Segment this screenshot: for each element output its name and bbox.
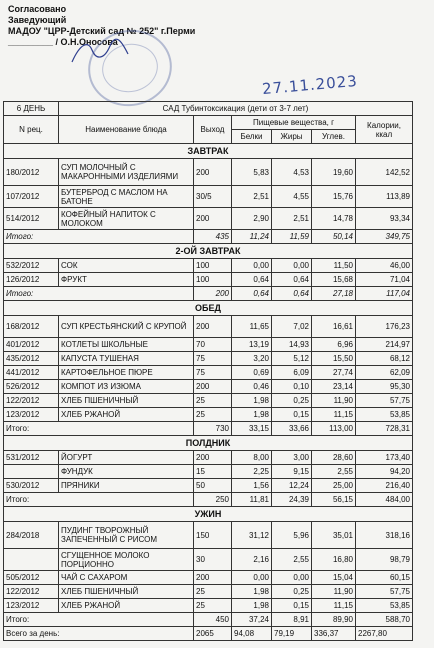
dish-output: 50 [194,479,232,493]
table-row [4,366,413,380]
handwritten-signature [70,36,130,66]
protein-value: 2,16 [232,549,272,571]
menu-title: САД Тубинтоксикация (дети от 3-7 лет) [59,102,413,116]
total-label: Итого: [4,422,194,436]
dish-output: 30/5 [194,186,232,208]
approval-line-signature: _________ / О.Н.Оносова [8,37,118,47]
carbs-value: 11,15 [312,408,356,422]
dish-name: ХЛЕБ РЖАНОЙ [59,408,194,422]
fat-value: 2,55 [272,549,312,571]
meal-section-header [4,144,413,159]
recipe-number: 532/2012 [4,259,59,273]
total-output: 435 [194,230,232,244]
total-fat: 33,66 [272,422,312,436]
table-row [4,585,413,599]
calories-value: 113,89 [356,186,413,208]
handwritten-date: 27.11.2023 [261,71,359,99]
dish-name: БУТЕРБРОД С МАСЛОМ НА БАТОНЕ [59,186,194,208]
carbs-value: 15,04 [312,571,356,585]
total-label: Итого: [4,493,194,507]
total-fat: 11,59 [272,230,312,244]
carbs-value: 27,74 [312,366,356,380]
carbs-value: 15,50 [312,352,356,366]
dish-output: 30 [194,549,232,571]
fat-value: 0,25 [272,394,312,408]
fat-value: 4,53 [272,159,312,186]
dish-output: 75 [194,366,232,380]
fat-value: 7,02 [272,316,312,338]
calories-value: 53,85 [356,408,413,422]
dish-name: ХЛЕБ РЖАНОЙ [59,599,194,613]
col-output: Выход [194,116,232,144]
fat-value: 0,64 [272,273,312,287]
dish-output: 25 [194,394,232,408]
section-total-row [4,422,413,436]
recipe-number: 126/2012 [4,273,59,287]
col-dish: Наименование блюда [59,116,194,144]
dish-name: КАРТОФЕЛЬНОЕ ПЮРЕ [59,366,194,380]
protein-value: 0,69 [232,366,272,380]
dish-output: 200 [194,316,232,338]
protein-value: 0,00 [232,259,272,273]
fat-value: 3,00 [272,451,312,465]
recipe-number: 531/2012 [4,451,59,465]
dish-output: 25 [194,599,232,613]
calories-value: 173,40 [356,451,413,465]
protein-value: 11,65 [232,316,272,338]
protein-value: 0,46 [232,380,272,394]
dish-name: ЙОГУРТ [59,451,194,465]
calories-value: 57,75 [356,394,413,408]
dish-name: ХЛЕБ ПШЕНИЧНЫЙ [59,394,194,408]
col-protein: Белки [232,130,272,144]
dish-output: 200 [194,159,232,186]
dish-name: КАПУСТА ТУШЕНАЯ [59,352,194,366]
calories-value: 57,75 [356,585,413,599]
fat-value: 6,09 [272,366,312,380]
meal-section-title: ОБЕД [4,301,413,316]
table-row [4,599,413,613]
recipe-number: 180/2012 [4,159,59,186]
total-protein: 11,24 [232,230,272,244]
fat-value: 4,55 [272,186,312,208]
carbs-value: 14,78 [312,208,356,230]
calories-value: 98,79 [356,549,413,571]
total-label: Итого: [4,230,194,244]
recipe-number: 435/2012 [4,352,59,366]
table-row [4,479,413,493]
recipe-number: 122/2012 [4,394,59,408]
calories-value: 214,97 [356,338,413,352]
carbs-value: 16,80 [312,549,356,571]
table-row [4,316,413,338]
dish-output: 200 [194,571,232,585]
carbs-value: 25,00 [312,479,356,493]
grand-total-carbs: 336,37 [312,627,356,641]
total-carbs: 27,18 [312,287,356,301]
grand-total-protein: 94,08 [232,627,272,641]
meal-section-header [4,436,413,451]
approval-line-head: Заведующий [8,15,67,25]
recipe-number: 505/2012 [4,571,59,585]
dish-output: 200 [194,208,232,230]
table-row [4,338,413,352]
total-output: 200 [194,287,232,301]
carbs-value: 28,60 [312,451,356,465]
approval-line-org: МАДОУ "ЦРР-Детский сад № 252" г.Перми [8,26,196,36]
recipe-number: 168/2012 [4,316,59,338]
protein-value: 0,00 [232,571,272,585]
recipe-number: 441/2012 [4,366,59,380]
table-row [4,408,413,422]
total-fat: 24,39 [272,493,312,507]
grand-total-calories: 2267,80 [356,627,413,641]
dish-name: КОМПОТ ИЗ ИЗЮМА [59,380,194,394]
day-label: 6 ДЕНЬ [4,102,59,116]
recipe-number: 123/2012 [4,408,59,422]
total-fat: 8,91 [272,613,312,627]
dish-name: ЧАЙ С САХАРОМ [59,571,194,585]
protein-value: 13,19 [232,338,272,352]
meal-section-title: УЖИН [4,507,413,522]
calories-value: 60,15 [356,571,413,585]
total-protein: 11,81 [232,493,272,507]
total-calories: 728,31 [356,422,413,436]
carbs-value: 11,15 [312,599,356,613]
carbs-value: 11,50 [312,259,356,273]
dish-output: 15 [194,465,232,479]
table-row [4,159,413,186]
carbs-value: 35,01 [312,522,356,549]
protein-value: 2,51 [232,186,272,208]
grand-total-label: Всего за день: [4,627,194,641]
calories-value: 176,23 [356,316,413,338]
table-row [4,522,413,549]
dish-name: КОТЛЕТЫ ШКОЛЬНЫЕ [59,338,194,352]
fat-value: 12,24 [272,479,312,493]
meal-section-header [4,244,413,259]
fat-value: 0,15 [272,599,312,613]
carbs-value: 11,90 [312,585,356,599]
dish-output: 25 [194,585,232,599]
carbs-value: 16,61 [312,316,356,338]
carbs-value: 15,76 [312,186,356,208]
total-fat: 0,64 [272,287,312,301]
section-total-row [4,230,413,244]
total-calories: 588,70 [356,613,413,627]
calories-value: 46,00 [356,259,413,273]
approval-line-agreed: Согласовано [8,4,67,14]
total-calories: 349,75 [356,230,413,244]
total-protein: 37,24 [232,613,272,627]
fat-value: 0,15 [272,408,312,422]
col-fat: Жиры [272,130,312,144]
protein-value: 1,98 [232,408,272,422]
table-row [4,549,413,571]
total-carbs: 89,90 [312,613,356,627]
protein-value: 1,98 [232,599,272,613]
carbs-value: 15,68 [312,273,356,287]
carbs-value: 11,90 [312,394,356,408]
dish-name: СУП МОЛОЧНЫЙ С МАКАРОННЫМИ ИЗДЕЛИЯМИ [59,159,194,186]
table-row [4,451,413,465]
recipe-number: 123/2012 [4,599,59,613]
table-row [4,465,413,479]
col-calories: Калории, ккал [356,116,413,144]
total-calories: 117,04 [356,287,413,301]
recipe-number: 107/2012 [4,186,59,208]
fat-value: 0,25 [272,585,312,599]
carbs-value: 6,96 [312,338,356,352]
protein-value: 8,00 [232,451,272,465]
total-calories: 484,00 [356,493,413,507]
table-row [4,571,413,585]
fat-value: 0,00 [272,259,312,273]
fat-value: 14,93 [272,338,312,352]
carbs-value: 19,60 [312,159,356,186]
fat-value: 2,51 [272,208,312,230]
fat-value: 9,15 [272,465,312,479]
total-carbs: 56,15 [312,493,356,507]
table-row [4,259,413,273]
recipe-number: 122/2012 [4,585,59,599]
total-output: 450 [194,613,232,627]
carbs-value: 2,55 [312,465,356,479]
protein-value: 2,90 [232,208,272,230]
fat-value: 5,12 [272,352,312,366]
recipe-number: 530/2012 [4,479,59,493]
table-row [4,352,413,366]
total-protein: 0,64 [232,287,272,301]
dish-output: 100 [194,273,232,287]
protein-value: 31,12 [232,522,272,549]
col-carbs: Углев. [312,130,356,144]
grand-total-row [4,627,413,641]
dish-name: СУП КРЕСТЬЯНСКИЙ С КРУПОЙ [59,316,194,338]
recipe-number: 514/2012 [4,208,59,230]
dish-name: ПРЯНИКИ [59,479,194,493]
dish-output: 75 [194,352,232,366]
dish-output: 200 [194,451,232,465]
recipe-number: 284/2018 [4,522,59,549]
protein-value: 2,25 [232,465,272,479]
section-total-row [4,613,413,627]
table-row [4,186,413,208]
protein-value: 5,83 [232,159,272,186]
fat-value: 0,00 [272,571,312,585]
calories-value: 62,09 [356,366,413,380]
table-row [4,394,413,408]
recipe-number [4,549,59,571]
calories-value: 95,30 [356,380,413,394]
total-output: 730 [194,422,232,436]
protein-value: 1,56 [232,479,272,493]
protein-value: 3,20 [232,352,272,366]
recipe-number: 401/2012 [4,338,59,352]
col-recipe: N рец. [4,116,59,144]
total-label: Итого: [4,287,194,301]
section-total-row [4,287,413,301]
dish-name: СГУЩЕННОЕ МОЛОКО ПОРЦИОННО [59,549,194,571]
protein-value: 1,98 [232,394,272,408]
table-row [4,380,413,394]
dish-output: 200 [194,380,232,394]
calories-value: 318,16 [356,522,413,549]
col-nutrients: Пищевые вещества, г [232,116,356,130]
meal-section-title: ЗАВТРАК [4,144,413,159]
meal-section-header [4,301,413,316]
dish-output: 70 [194,338,232,352]
section-total-row [4,493,413,507]
calories-value: 216,40 [356,479,413,493]
dish-output: 100 [194,259,232,273]
protein-value: 1,98 [232,585,272,599]
total-label: Итого: [4,613,194,627]
dish-name: ХЛЕБ ПШЕНИЧНЫЙ [59,585,194,599]
meal-section-title: ПОЛДНИК [4,436,413,451]
total-carbs: 113,00 [312,422,356,436]
dish-name: СОК [59,259,194,273]
fat-value: 5,96 [272,522,312,549]
dish-output: 150 [194,522,232,549]
calories-value: 71,04 [356,273,413,287]
dish-output: 25 [194,408,232,422]
calories-value: 94,20 [356,465,413,479]
table-row [4,208,413,230]
total-protein: 33,15 [232,422,272,436]
dish-name: ПУДИНГ ТВОРОЖНЫЙ ЗАПЕЧЕННЫЙ С РИСОМ [59,522,194,549]
meal-section-title: 2-ОЙ ЗАВТРАК [4,244,413,259]
fat-value: 0,10 [272,380,312,394]
calories-value: 53,85 [356,599,413,613]
calories-value: 68,12 [356,352,413,366]
calories-value: 93,34 [356,208,413,230]
grand-total-output: 2065 [194,627,232,641]
meal-section-header [4,507,413,522]
protein-value: 0,64 [232,273,272,287]
grand-total-fat: 79,19 [272,627,312,641]
calories-value: 142,52 [356,159,413,186]
total-carbs: 50,14 [312,230,356,244]
total-output: 250 [194,493,232,507]
carbs-value: 23,14 [312,380,356,394]
dish-name: ФРУКТ [59,273,194,287]
menu-table [3,101,413,641]
dish-name: КОФЕЙНЫЙ НАПИТОК С МОЛОКОМ [59,208,194,230]
dish-name: ФУНДУК [59,465,194,479]
recipe-number [4,465,59,479]
recipe-number: 526/2012 [4,380,59,394]
table-row [4,273,413,287]
